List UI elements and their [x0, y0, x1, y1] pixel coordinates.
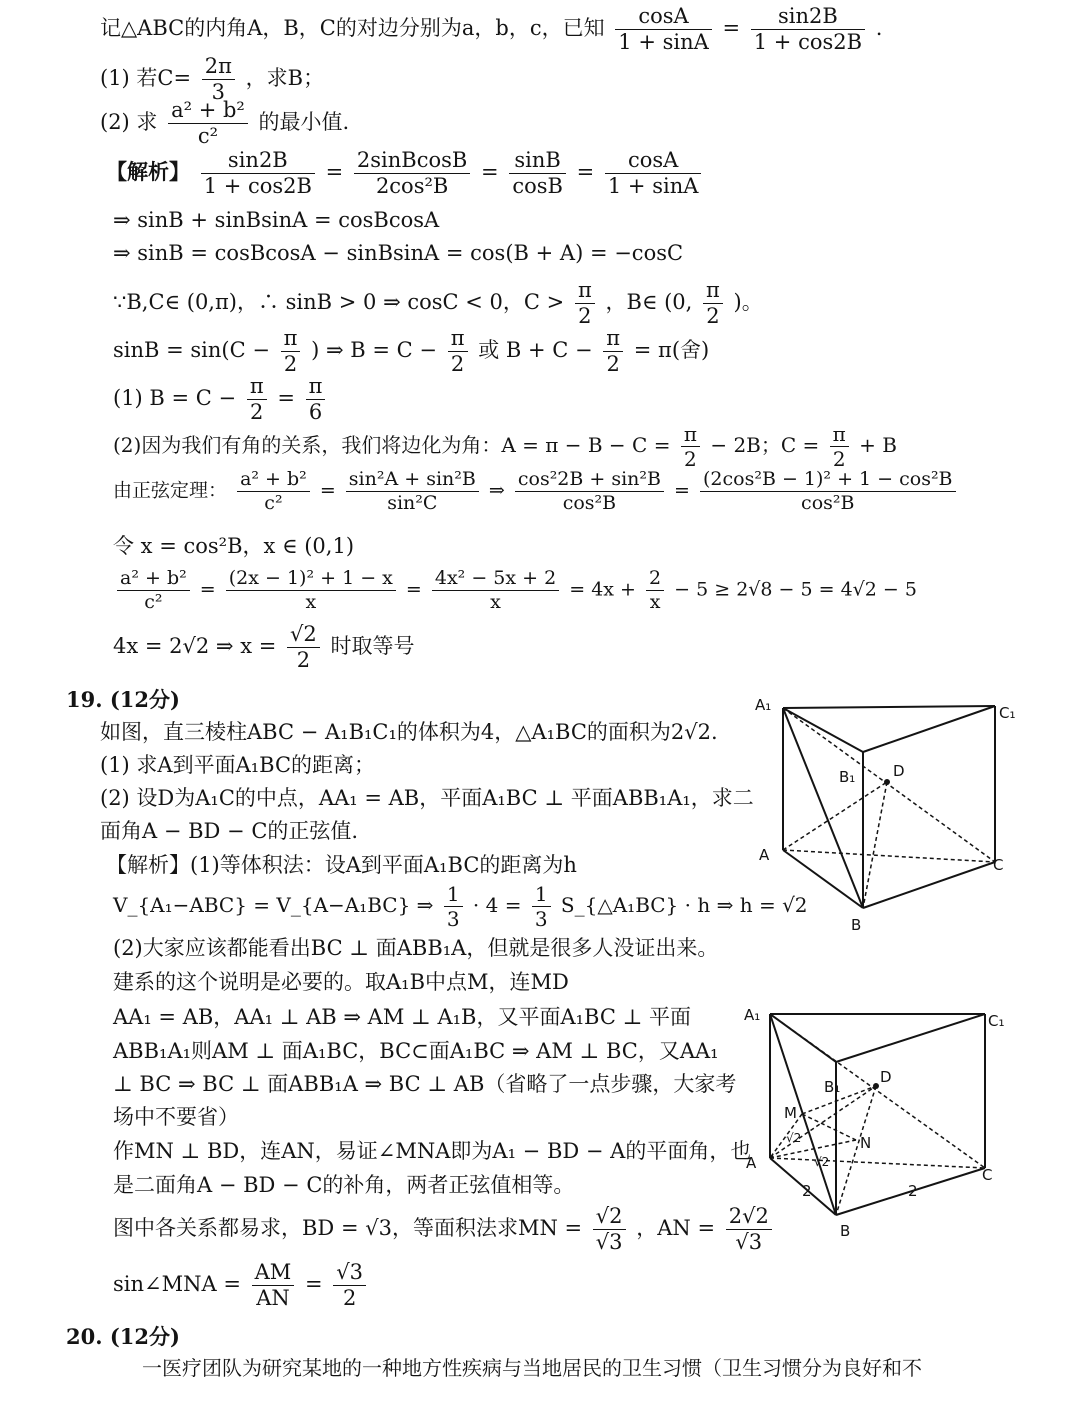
solution19-line1: 【解析】(1)等体积法：设A到平面A₁BC的距离为h: [106, 853, 577, 877]
edge-label: √2: [814, 1155, 830, 1169]
problem18-part2: (2) 求 $\frac{\text{a² + b²}}{\text{c²}}$ 的最小值.: [100, 98, 350, 148]
solution18-line1: 【解析】 $\frac{\sin 2B}{1 + \cos 2B}$ = $\frac{\text{2sinBcosB}}{\text{2cos²B}}$ = $\frac{\sin B}{\cos B}$ = $\frac{\cos A}{1 + \sin A}$: [106, 150, 705, 197]
solution18-line8: 由正弦定理： $\frac{\text{a² + b²}}{\text{c²}}$ = $\frac{\text{sin²A + sin²B}}{\text{sin²C}}$ ⇒ $\frac{\text{cos²2B + sin²B}}{\text{cos²B}}$ = $\frac{\text{(2cos²B − 1)² + 1 − cos²B}}{\text{cos²B}}$: [113, 470, 960, 513]
label-A1: A₁: [755, 696, 772, 714]
solution19-line11: 图中各关系都易求，BD = √3，等面积法求MN = $\frac{√2}{√3}$ ，AN = $\frac{2√2}{√3}$: [113, 1206, 776, 1253]
label-B: B: [840, 1222, 851, 1240]
problem20-stem: 一医疗团队为研究某地的一种地方性疾病与当地居民的卫生习惯（卫生习惯分为良好和不: [142, 1356, 922, 1380]
fraction: $\frac{\text{2sinBcosB}}{\text{2cos²B}}$: [354, 150, 470, 197]
problem19-stem: 如图，直三棱柱ABC − A₁B₁C₁的体积为4，△A₁BC的面积为2√2.: [100, 720, 718, 744]
label-A: A: [746, 1154, 757, 1172]
fraction: $\frac{\text{(2cos²B − 1)² + 1 − cos²B}}{\text{cos²B}}$: [700, 470, 956, 513]
solution19-line4: 建系的这个说明是必要的。取A₁B中点M，连MD: [113, 970, 569, 994]
problem19-part2-cont: 面角A − BD − C的正弦值.: [100, 819, 359, 843]
fraction: $\frac{\pi}{2}$: [703, 280, 723, 327]
solution18-line2: ⇒ sinB + sinBsinA = cosBcosA: [113, 208, 440, 232]
solution19-line5: AA₁ = AB，AA₁ ⊥ AB ⇒ AM ⊥ A₁B，又平面A₁BC ⊥ 平面: [113, 1005, 692, 1029]
fraction: $\frac{\pi}{2}$: [830, 424, 849, 469]
solution18-line4: ∵B,C∈ (0,π)，∴ sinB > 0 ⇒ cosC < 0，C > $\frac{\pi}{2}$ ，B∈ (0, $\frac{\pi}{2}$ )。: [113, 278, 763, 328]
fraction: $\frac{\text{a² + b²}}{\text{c²}}$: [168, 100, 248, 147]
label-A: A: [759, 846, 770, 864]
label-B1: B₁: [839, 768, 856, 786]
fraction: $\frac{AM}{AN}$: [252, 1262, 295, 1309]
label-D: D: [880, 1068, 892, 1086]
solution18-line11: 4x = 2√2 ⇒ x = $\frac{√2}{2}$ 时取等号: [113, 622, 415, 672]
label-C1: C₁: [999, 704, 1016, 722]
fraction: $\frac{1}{3}$: [532, 884, 551, 929]
label-A1: A₁: [744, 1006, 761, 1024]
fraction: $\frac{√2}{2}$: [287, 624, 320, 671]
fraction: $\frac{2}{x}$: [646, 569, 664, 612]
solution18-line6: (1) B = C − $\frac{\pi}{2}$ = $\frac{\pi}{6}$: [113, 376, 329, 423]
solution19-line2: V_{A₁−ABC} = V_{A−A₁BC} ⇒ $\frac{1}{3}$ · 4 = $\frac{1}{3}$ S_{△A₁BC} · h ⇒ h = √2: [113, 882, 808, 931]
fraction: $\frac{\cos A}{1 + \sin A}$: [615, 6, 712, 53]
fraction: $\frac{\pi}{2}$: [603, 328, 623, 375]
fraction: $\frac{2√2}{√3}$: [726, 1206, 772, 1253]
fraction: $\frac{\text{4x² − 5x + 2}}{x}$: [432, 569, 559, 612]
fraction: $\frac{\text{(2x − 1)² + 1 − x}}{x}$: [226, 569, 396, 612]
fraction: $\frac{\pi}{2}$: [681, 424, 700, 469]
edge-label: √2: [786, 1131, 802, 1145]
label-M: M: [784, 1104, 797, 1122]
edge-label: 2: [802, 1182, 812, 1200]
solution19-line3: (2)大家应该都能看出BC ⊥ 面ABB₁A，但就是很多人没证出来。: [113, 936, 719, 960]
label-B1: B₁: [824, 1078, 841, 1096]
fraction: $\frac{\sin 2B}{1 + \cos 2B}$: [201, 150, 315, 197]
fraction: $\frac{\pi}{2}$: [575, 280, 595, 327]
prism-figure-1: [745, 690, 1025, 940]
solution18-line10: $\frac{\text{a² + b²}}{\text{c²}}$ = $\frac{\text{(2x − 1)² + 1 − x}}{x}$ = $\frac{\text{4x² − 5x + 2}}{x}$ = 4x + $\frac{2}{x}$ − 5 ≥ 2√8 − 5 = 4√2 − 5: [113, 569, 917, 612]
fraction: $\frac{\cos A}{1 + \sin A}$: [605, 150, 702, 197]
fraction: $\frac{\text{cos²2B + sin²B}}{\text{cos²B}}$: [515, 470, 664, 513]
label-B: B: [851, 916, 862, 934]
label-N: N: [860, 1134, 872, 1152]
fraction: $\frac{\text{a² + b²}}{\text{c²}}$: [237, 470, 310, 513]
fraction: $\frac{\pi}{6}$: [306, 376, 326, 423]
solution18-line9: 令 x = cos²B，x ∈ (0,1): [113, 534, 355, 558]
solution19-line9: 作MN ⊥ BD，连AN，易证∠MNA即为A₁ − BD − A的平面角，也: [113, 1139, 752, 1163]
label-D: D: [893, 762, 905, 780]
solution19-line7: ⊥ BC ⇒ BC ⊥ 面ABB₁A ⇒ BC ⊥ AB（省略了一点步骤，大家考: [113, 1072, 737, 1096]
fraction: $\frac{\pi}{2}$: [281, 328, 301, 375]
solution18-line3: ⇒ sinB = cosBcosA − sinBsinA = cos(B + A) = −cosC: [113, 241, 684, 265]
fraction: $\frac{1}{3}$: [444, 884, 463, 929]
fraction: $\frac{√3}{2}$: [333, 1262, 366, 1309]
edge-label: 2: [908, 1182, 918, 1200]
fraction: $\frac{\text{a² + b²}}{\text{c²}}$: [117, 569, 190, 612]
problem19-number: 19. (12分): [66, 687, 180, 712]
solution19-line12: sin∠MNA = $\frac{AM}{AN}$ = $\frac{√3}{2}$: [113, 1262, 370, 1309]
fraction: $\frac{\pi}{2}$: [448, 328, 468, 375]
prism-figure-2: [740, 1000, 1040, 1245]
problem20-number: 20. (12分): [66, 1324, 180, 1349]
fraction: $\frac{√2}{√3}$: [593, 1206, 626, 1253]
label-C: C: [982, 1166, 993, 1184]
solution18-line7: (2)因为我们有角的关系，我们将边化为角：A = π − B − C = $\frac{\pi}{2}$ − 2B；C = $\frac{\pi}{2}$ + B: [113, 422, 897, 471]
solution19-line8: 场中不要省）: [113, 1105, 239, 1129]
problem19-part2: (2) 设D为A₁C的中点，AA₁ = AB，平面A₁BC ⊥ 平面ABB₁A₁，求二: [100, 786, 754, 810]
fraction: $\frac{2\pi}{3}$: [202, 56, 235, 103]
solution18-line5: sinB = sin(C − $\frac{\pi}{2}$ ) ⇒ B = C − $\frac{\pi}{2}$ 或 B + C − $\frac{\pi}{2}$ = π(舍): [113, 326, 710, 376]
problem18-part1: (1) 若C= $\frac{2\pi}{3}$ ，求B；: [100, 54, 325, 104]
label-C1: C₁: [988, 1012, 1005, 1030]
solution19-line10: 是二面角A − BD − C的补角，两者正弦值相等。: [113, 1173, 575, 1197]
label-C: C: [993, 856, 1004, 874]
fraction: $\frac{\pi}{2}$: [247, 376, 267, 423]
fraction: $\frac{\sin 2B}{1 + \cos 2B}$: [751, 6, 865, 53]
solution19-line6: ABB₁A₁则AM ⊥ 面A₁BC，BC⊂面A₁BC ⇒ AM ⊥ BC，又AA₁: [113, 1039, 719, 1063]
fraction: $\frac{\text{sin²A + sin²B}}{\text{sin²C}}$: [346, 470, 479, 513]
problem18-stem: 记△ABC的内角A，B，C的对边分别为a，b，c，已知 $\frac{\cos A}{1 + \sin A}$ = $\frac{\sin 2B}{1 + \cos 2B}$ .: [100, 4, 883, 54]
problem19-part1: (1) 求A到平面A₁BC的距离；: [100, 753, 376, 777]
fraction: $\frac{\sin B}{\cos B}$: [509, 150, 566, 197]
